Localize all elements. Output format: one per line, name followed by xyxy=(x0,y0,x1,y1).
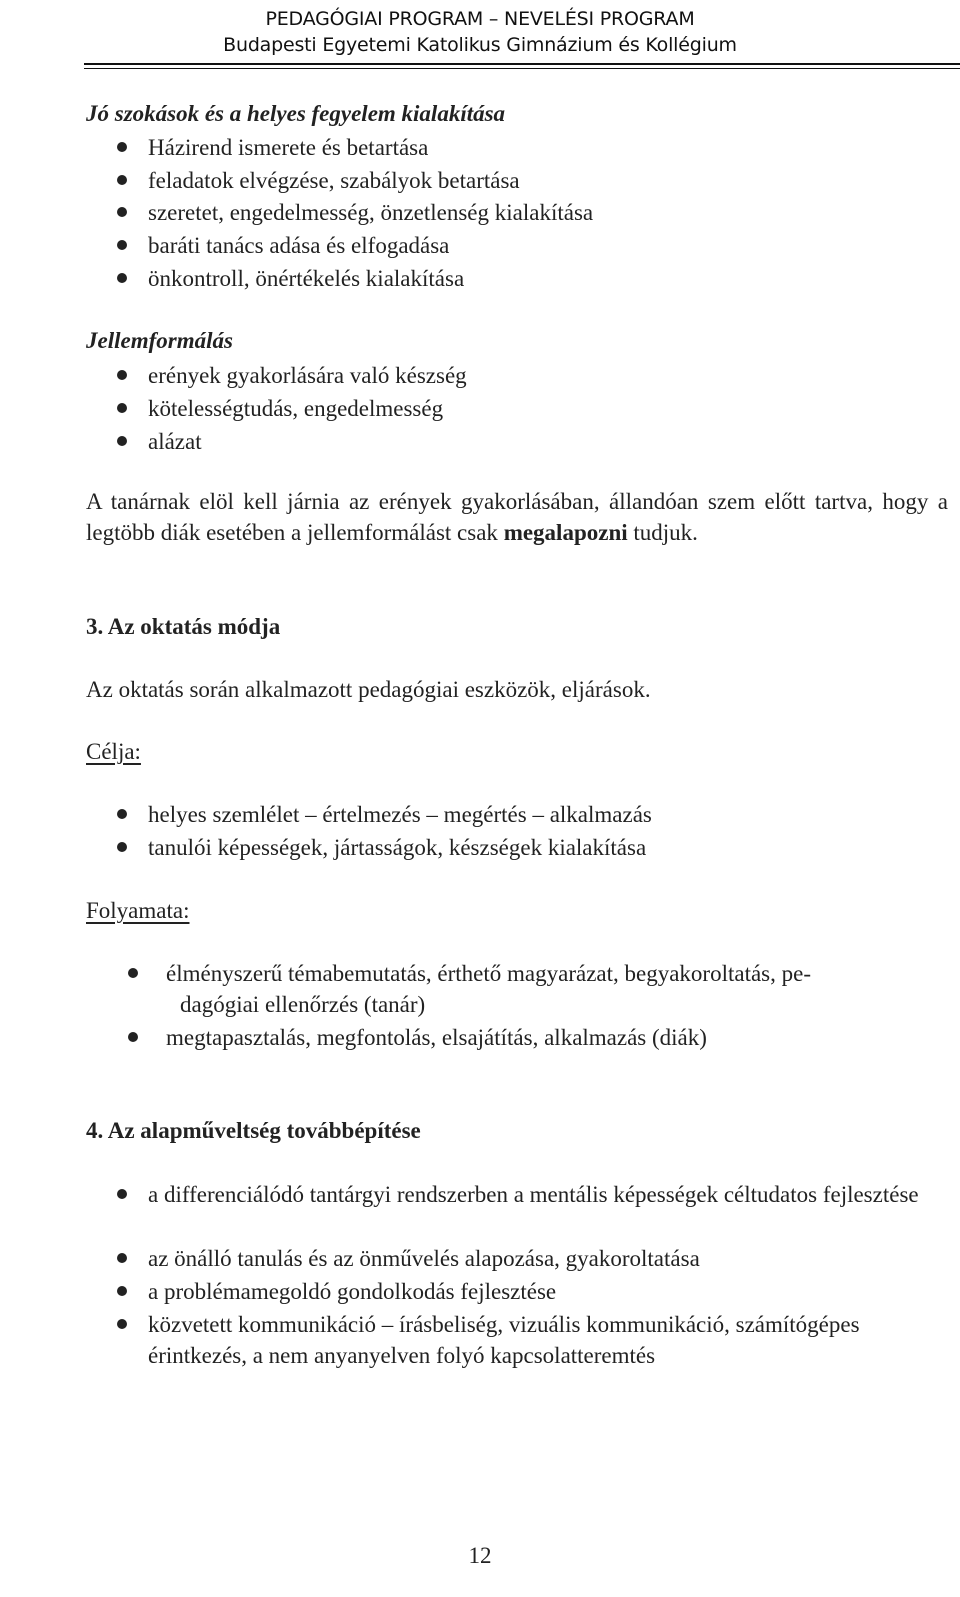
list-item: szeretet, engedelmesség, önzetlenség kialakítása xyxy=(148,200,594,225)
list-item: Házirend ismerete és betartása xyxy=(148,135,429,160)
header-line-1: PEDAGÓGIAI PROGRAM – NEVELÉSI PROGRAM xyxy=(265,8,695,30)
list-item xyxy=(166,958,948,1020)
page-number: 12 xyxy=(468,1543,492,1568)
bullet-icon xyxy=(117,1319,127,1329)
bullet-icon xyxy=(117,809,127,819)
paragraph-text-end: tudjuk. xyxy=(627,520,698,545)
header-line-2: Budapesti Egyetemi Katolikus Gimnázium és Kollégium xyxy=(223,34,737,56)
list-item: erények gyakorlására való készség xyxy=(148,363,467,388)
list-item: tanulói képességek, jártasságok, készségek kialakítása xyxy=(148,835,647,860)
bullet-icon xyxy=(117,403,127,413)
goal-label: Célja: xyxy=(86,739,141,764)
bullet-icon xyxy=(117,1253,127,1263)
section-3-intro: Az oktatás során alkalmazott pedagógiai eszközök, eljárások. xyxy=(86,677,651,702)
bullet-icon xyxy=(117,273,127,283)
bullet-icon xyxy=(128,968,138,978)
list-item: feladatok elvégzése, szabályok betartása xyxy=(148,168,520,193)
list-item: a problémamegoldó gondolkodás fejlesztése xyxy=(148,1279,557,1304)
list-item: a differenciálódó tantárgyi rendszerben a mentális képességek céltudatos fejlesztése xyxy=(148,1182,919,1207)
page-header xyxy=(0,6,960,58)
character-heading: Jellemformálás xyxy=(86,328,233,353)
list-item: kötelességtudás, engedelmesség xyxy=(148,396,444,421)
list-item: az önálló tanulás és az önművelés alapozása, gyakoroltatása xyxy=(148,1246,700,1271)
bullet-icon xyxy=(117,142,127,152)
character-paragraph xyxy=(86,486,948,548)
list-item-line-2: dagógiai ellenőrzés (tanár) xyxy=(180,992,426,1017)
habits-heading: Jó szokások és a helyes fegyelem kialakítása xyxy=(86,101,506,126)
bullet-icon xyxy=(117,207,127,217)
bullet-icon xyxy=(117,436,127,446)
list-item-line-1: élményszerű témabemutatás, érthető magyarázat, begyakoroltatás, pe- xyxy=(166,961,811,986)
bullet-icon xyxy=(117,1189,127,1199)
paragraph-text: A tanárnak elöl kell járnia az erények gyakorlásában, állandóan szem előtt tartva, hogy a legtöbb diák esetében a jellemformálást csak xyxy=(86,489,948,545)
header-rule-thick xyxy=(84,63,960,65)
list-item: baráti tanács adása és elfogadása xyxy=(148,233,450,258)
bullet-icon xyxy=(117,1286,127,1296)
process-label: Folyamata: xyxy=(86,898,190,923)
bullet-icon xyxy=(117,240,127,250)
header-rule-thin xyxy=(84,68,960,69)
section-3-heading: 3. Az oktatás módja xyxy=(86,614,281,639)
section-4-heading: 4. Az alapműveltség továbbépítése xyxy=(86,1118,421,1143)
bullet-icon xyxy=(117,370,127,380)
list-item: megtapasztalás, megfontolás, elsajátítás, alkalmazás (diák) xyxy=(166,1025,707,1050)
list-item: helyes szemlélet – értelmezés – megértés – alkalmazás xyxy=(148,802,652,827)
list-item: közvetett kommunikáció – írásbeliség, vizuális kommunikáció, számítógépes érintkezés, a nem anyanyelven folyó kapcsolatteremtés xyxy=(148,1312,860,1368)
paragraph-bold-text: megalapozni xyxy=(503,520,628,545)
bullet-icon xyxy=(128,1032,138,1042)
bullet-icon xyxy=(117,175,127,185)
bullet-icon xyxy=(117,842,127,852)
list-item: önkontroll, önértékelés kialakítása xyxy=(148,266,465,291)
list-item: alázat xyxy=(148,429,202,454)
